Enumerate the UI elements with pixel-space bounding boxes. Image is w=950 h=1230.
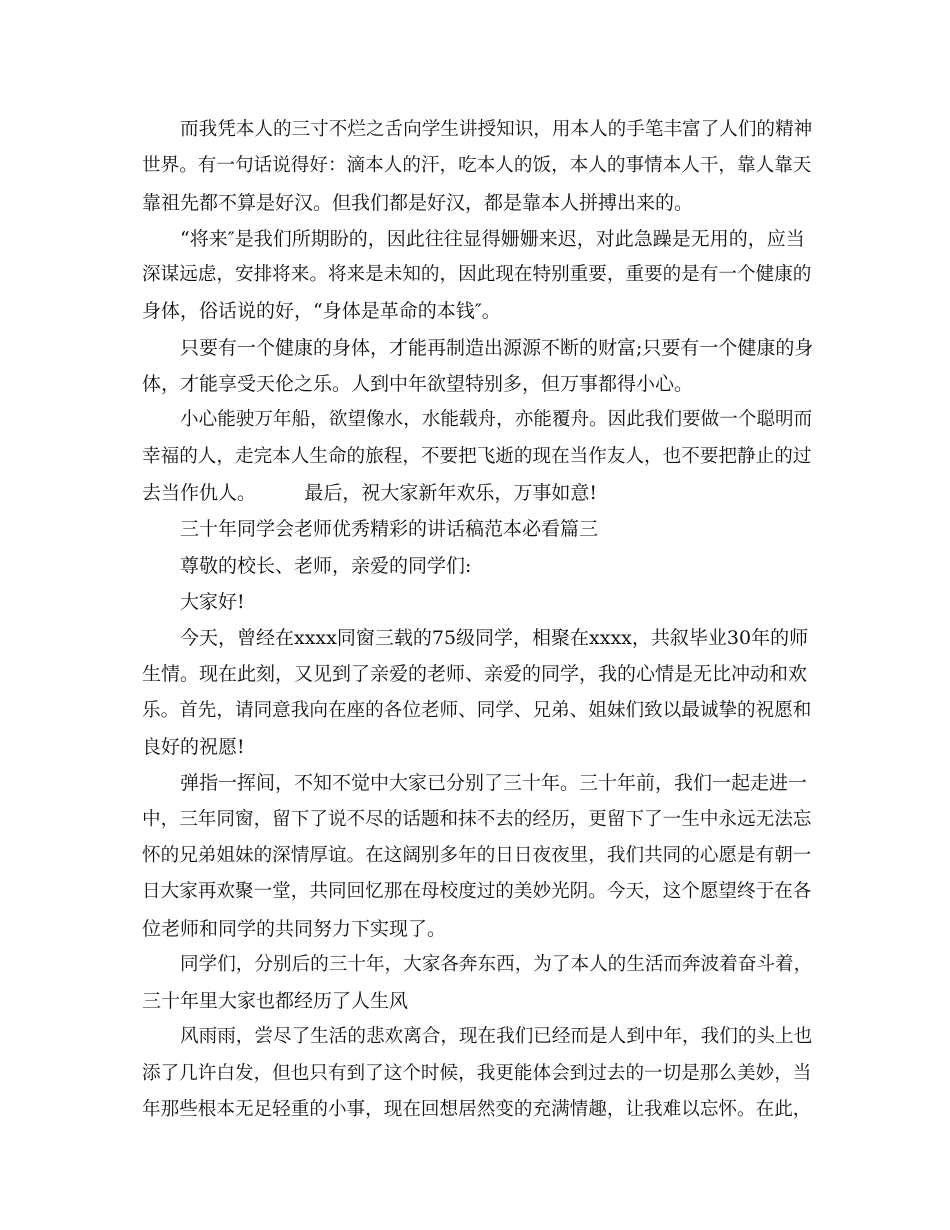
- text-line: 位老师和同学的共同努力下实现了。: [142, 917, 447, 940]
- text-line: 身体，俗话说的好，“身体是革命的本钱″。: [142, 300, 501, 323]
- text-line: 年那些根本无足轻重的小事，现在回想居然变的充满情趣，让我难以忘怀。在此，: [142, 1099, 812, 1121]
- text-line: 而我凭本人的三寸不烂之舌向学生讲授知识，用本人的手笔丰富了人们的精神: [180, 119, 813, 140]
- text-line: 体，才能享受天伦之乐。人到中年欲望特别多，但万事都得小心。: [142, 373, 694, 396]
- text-line: 世界。有一句话说得好：滴本人的汗，吃本人的饭，本人的事情本人干，靠人靠天: [142, 155, 812, 177]
- text-line: 小心能驶万年船，欲望像水，水能载舟，亦能覆舟。因此我们要做一个聪明而: [180, 409, 813, 431]
- text-line: 中，三年同窗，留下了说不尽的话题和抹不去的经历，更留下了一生中永远无法忘: [142, 808, 812, 830]
- text-line: 深谋远虑，安排将来。将来是未知的，因此现在特别重要，重要的是有一个健康的: [142, 264, 812, 286]
- text-line: 三十年同学会老师优秀精彩的讲话稿范本必看篇三: [180, 518, 599, 541]
- text-line: 同学们，分别后的三十年，大家各奔东西，为了本人的生活而奔波着奋斗着，: [180, 953, 813, 975]
- text-line: 大家好!: [180, 590, 245, 613]
- text-line: 弹指一挥间，不知不觉中大家已分别了三十年。三十年前，我们一起走进一: [180, 772, 808, 795]
- text-line: 添了几许白发，但也只有到了这个时候，我更能体会到过去的一切是那么美妙，当: [142, 1062, 812, 1084]
- text-line: 怀的兄弟姐妹的深情厚谊。在这阔别多年的日日夜夜里，我们共同的心愿是有朝一: [142, 844, 812, 866]
- text-line: 靠祖先都不算是好汉。但我们都是好汉，都是靠本人拼搏出来的。: [142, 191, 694, 214]
- text-line: 去当作仇人。 最后，祝大家新年欢乐，万事如意!: [142, 481, 597, 504]
- text-line: 生情。现在此刻，又见到了亲爱的老师、亲爱的同学，我的心情是无比冲动和欢: [142, 663, 808, 686]
- text-line: “将来″是我们所期盼的，因此往往显得姗姗来迟，对此急躁是无用的，应当: [180, 227, 805, 250]
- text-line: 只要有一个健康的身体，才能再制造出源源不断的财富;只要有一个健康的身: [180, 336, 814, 359]
- text-line: 三十年里大家也都经历了人生风: [142, 990, 409, 1013]
- text-line: 幸福的人，走完本人生命的旅程，不要把飞逝的现在当作友人，也不要把静止的过: [142, 445, 812, 467]
- text-line: 今天，曾经在xxxx同窗三载的75级同学，相聚在xxxx，共叙毕业30年的师: [180, 627, 809, 650]
- text-line: 尊敬的校长、老师，亲爱的同学们:: [180, 554, 472, 577]
- text-line: 风雨雨，尝尽了生活的悲欢离合，现在我们已经而是人到中年，我们的头上也: [180, 1026, 813, 1048]
- text-line: 良好的祝愿!: [142, 736, 245, 759]
- document-body: [142, 112, 814, 1128]
- text-line: 乐。首先，请同意我向在座的各位老师、同学、兄弟、姐妹们致以最诚挚的祝愿和: [142, 699, 812, 721]
- text-line: 日大家再欢聚一堂，共同回忆那在母校度过的美妙光阴。今天，这个愿望终于在各: [142, 881, 812, 903]
